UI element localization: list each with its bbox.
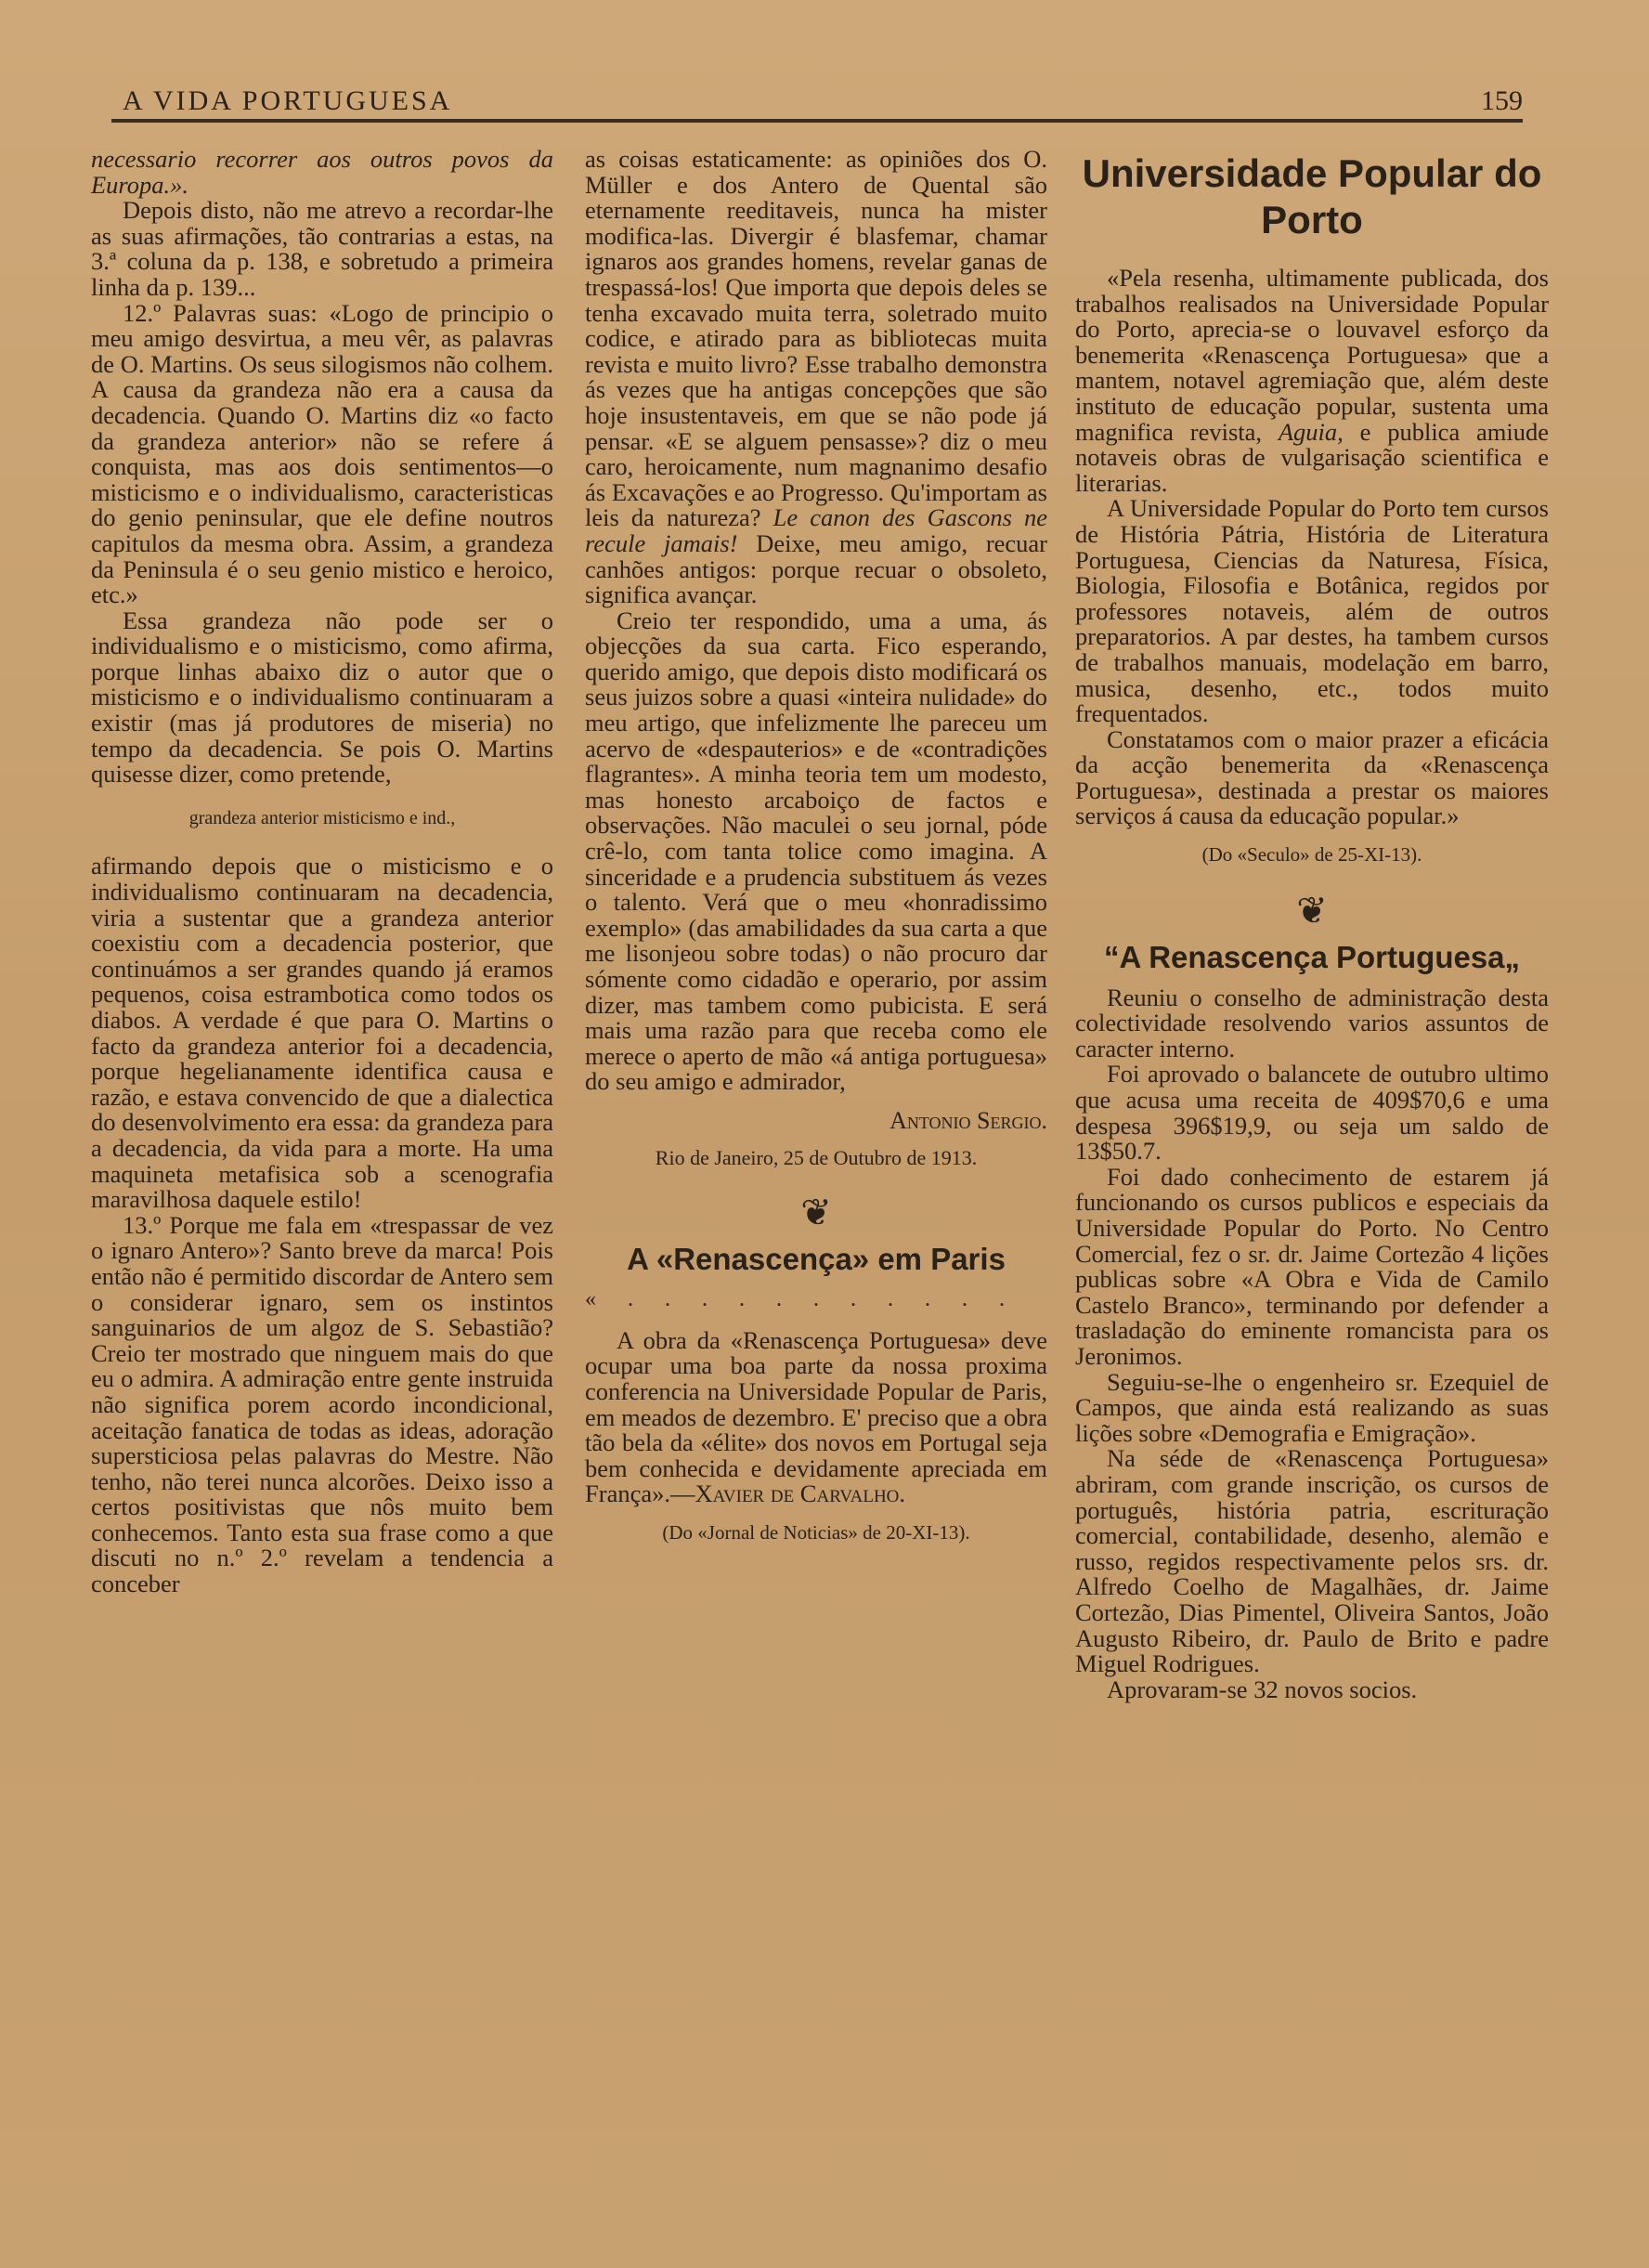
signature: Antonio Sergio. [889, 1106, 1047, 1134]
fleuron-ornament-icon: ❦ [1296, 889, 1328, 932]
italic-title: Aguia, [1278, 417, 1344, 446]
paragraph: Aprovaram-se 32 novos socios. [1107, 1675, 1418, 1703]
italic-quote: Le canon des Gascons ne recule jamais! [585, 503, 1048, 557]
paragraph: afirmando depois que o misticismo e o individualismo continuaram na decadencia, viria a sustentar que a grandeza anterior coexistiu com a decadencia posterior, que continuámos a ser grandes quando já eramos pequenos, coisa estrambotica como todos os diabos. A verdade é que para O. Martins o facto da grandeza anterior foi a decadencia, porque hegelianamente identifica causa e razão, e estava convencido de que a dialectica do desenvolvimento era essa: da grandeza para a decadencia, da vida para a morte. Ha uma maquineta metafisica sob a scenografia maravilhosa daquele estilo! [91, 852, 553, 1214]
page-number: 159 [1481, 85, 1523, 116]
paragraph: A Universidade Popular do Porto tem cursos de História Pátria, História de Literatura Portuguesa, Ciencias da Naturesa, Física, Biologia, Filosofia e Botânica, regidos por professores notaveis, além de outros preparatorios. A par destes, ha tambem cursos de trabalhos manuais, modelação em barro, musica, desenho, etc., todos muito frequentados. [1075, 494, 1549, 728]
paragraph: Creio ter respondido, uma a uma, ás objecções da sua carta. Fico esperando, querido amigo, que depois disto modificará os seus juizos sobre a quasi «inteira nulidade» do meu artigo, que infelizmente lhe pareceu um acervo de «despauterios» e de «contradições flagrantes». A minha teoria tem um modesto, mas honesto arcaboiço de factos e observações. Não maculei o seu jornal, póde crê-lo, com tanta tolice como imagina. A sinceridade e a prudencia substituem ás vezes o talento. Verá que o meu «honradissimo exemplo» (das amabilidades da sua carta a que me lisonjeou sobre todas) o não procuro dar sómente como cidadão e operario, por assim dizer, mas tambem como pubicista. E será mais uma razão para que receba como ele merece o aperto de mão «á antiga portuguesa» do seu amigo e admirador, [585, 606, 1047, 1096]
ellipsis-line: « . . . . . . . . . . . [585, 1287, 1018, 1312]
paragraph: Essa grandeza não pode ser o individualismo e o misticismo, como afirma, porque linhas abaixo diz o autor que o misticismo e o individualismo continuaram a existir (mas já produtores de miseria) no tempo da decadencia. Se pois O. Martins quisesse dizer, como pretende, [91, 606, 553, 789]
column-3 [1075, 147, 1549, 1702]
source-citation: (Do «Seculo» de 25-XI-13). [1201, 843, 1422, 867]
section-heading: A «Renascença» em Paris [627, 1242, 1006, 1277]
figure-caption: grandeza anterior misticismo e ind., [188, 807, 456, 828]
paragraph: Na séde de «Renascença Portuguesa» abriram, com grande inscrição, os cursos de português, história patria, escrituração comercial, contabilidade, desenho, alemão e russo, regidos respectivamente pelos srs. dr. Alfredo Coelho de Magalhães, dr. Jaime Cortezão, Dias Pimentel, Oliveira Santos, João Augusto Ribeiro, dr. Paulo de Brito e padre Miguel Rodrigues. [1075, 1444, 1549, 1678]
paragraph: Depois disto, não me atrevo a recordar-lhe as suas afirmações, tão contrarias a estas, na 3.ª coluna da p. 138, e sobretudo a primeira linha da p. 139... [91, 196, 553, 301]
fleuron-ornament-icon: ❦ [800, 1192, 832, 1234]
paragraph: Seguiu-se-lhe o engenheiro sr. Ezequiel de Campos, que ainda está realizando as suas lições sobre «Demografia e Emigração». [1075, 1367, 1549, 1447]
paragraph: 12.º Palavras suas: «Logo de principio o meu amigo desvirtua, a meu vêr, as palavras de O. Martins. Os seus silogismos não colhem. A causa da grandeza não era a causa da decadencia. Quando O. Martins diz «o facto da grandeza anterior» não se refere á conquista, mas aos dois sentimentos—o misticismo e o individualismo, caracteristicas do genio peninsular, que ele define noutros capitulos da mesma obra. Assim, a grandeza da Peninsula é o seu genio mistico e heroico, etc.» [91, 298, 553, 609]
paragraph [585, 1325, 1047, 1508]
column-1 [91, 147, 553, 1597]
journal-title: A VIDA PORTUGUESA [123, 85, 453, 116]
paragraph: 13.º Porque me fala em «trespassar de vez o ignaro Antero»? Santo breve da marca! Pois então não é permitido discordar de Antero sem o considerar ignaro, sem os instintos sanguinarios de um algoz de S. Sebastião? Creio ter mostrado que ninguem mais do que eu o admira. A admiração entre gente instruida não significa porem acordo incondicional, aceitação fanatica de todas as ideas, adoração supersticiosa pelas palavras do Mestre. Não tenho, não terei nunca alcorões. Deixo isso a certos positivistas que nôs muito bem conhecemos. Tanto esta sua frase como a que discuti no n.º 2.º revelam a tendencia a conceber [91, 1210, 553, 1598]
author-name: Xavier de Carvalho. [695, 1479, 906, 1508]
paragraph-text: Deixe, meu amigo, recuar canhões antigos: porque recuar o obsoleto, significa avançar. [585, 528, 1048, 609]
paragraph-text: e publica amiude notaveis obras de vulgarisação scientifica e literarias. [1075, 417, 1550, 497]
paragraph-text: as coisas estaticamente: as opiniões dos O. Müller e dos Antero de Quental são eternamente reeditaveis, nunca ha mister modifica-las. Divergir é blasfemar, chamar ignaros aos grandes homens, revelar ganas de trespassá-los! Que importa que depois deles se tenha excavado muita terra, soletrado muito codice, e atirado para as bibliotecas muita revista e muito livro? Esse trabalho demonstra ás vezes que ha antigas concepções que são hoje insustentaveis, em que se não pode já pensar. «E se alguem pensasse»? diz o meu caro, heroicamente, num magnanimo desafio ás Excavações e ao Progresso. Qu'importam as leis da natureza? [585, 145, 1047, 532]
dateline: Rio de Janeiro, 25 de Outubro de 1913. [655, 1145, 978, 1169]
section-heading: “A Renascença Portuguesa„ [1103, 939, 1521, 974]
paragraph: Reuniu o conselho de administração desta colectividade resolvendo varios assuntos de caracter interno. [1075, 983, 1549, 1062]
source-citation: (Do «Jornal de Noticias» de 20-XI-13). [662, 1520, 970, 1544]
paragraph: Foi dado conhecimento de estarem já funcionando os cursos publicos e especiais da Universidade Popular do Porto. No Centro Comercial, fez o sr. dr. Jaime Cortezão 4 lições publicas sobre «A Obra e Vida de Camilo Castelo Branco», terminando por defender a trasladação do eminente romancista para os Jeronimos. [1075, 1162, 1549, 1370]
paragraph-text: A obra da «Renascença Portuguesa» deve ocupar uma boa parte da nossa proxima conferencia na Universidade Popular de Paris, em meados de dezembro. E' preciso que a obra tão bela da «élite» dos novos em Portugal seja bem conhecida e devidamente apreciada em França».— [585, 1325, 1047, 1508]
section-heading: Universidade Popular do Porto [1082, 151, 1542, 241]
paragraph-text: «Pela resenha, ultimamente publicada, dos trabalhos realisados na Universidade Popular do Porto, aprecia-se o louvavel esforço da benemerita «Renascença Portuguesa» que a mantem, notavel agremiação que, além deste instituto de educação popular, sustenta uma magnifica revista, [1075, 264, 1549, 446]
paragraph: Constatamos com o maior prazer a eficácia da acção benemerita da «Renascença Portuguesa», destinada a prestar os maiores serviços á causa da educação popular.» [1075, 724, 1549, 830]
paragraph [1075, 266, 1549, 496]
running-header [111, 85, 1523, 123]
paragraph: Foi aprovado o balancete de outubro ultimo que acusa uma receita de 409$70,6 e uma despesa 396$19,9, ou seja um saldo de 13$50.7. [1075, 1060, 1549, 1166]
paragraph [585, 147, 1047, 608]
column-2 [585, 147, 1047, 1546]
paragraph: necessario recorrer aos outros povos da Europa.». [91, 145, 553, 199]
